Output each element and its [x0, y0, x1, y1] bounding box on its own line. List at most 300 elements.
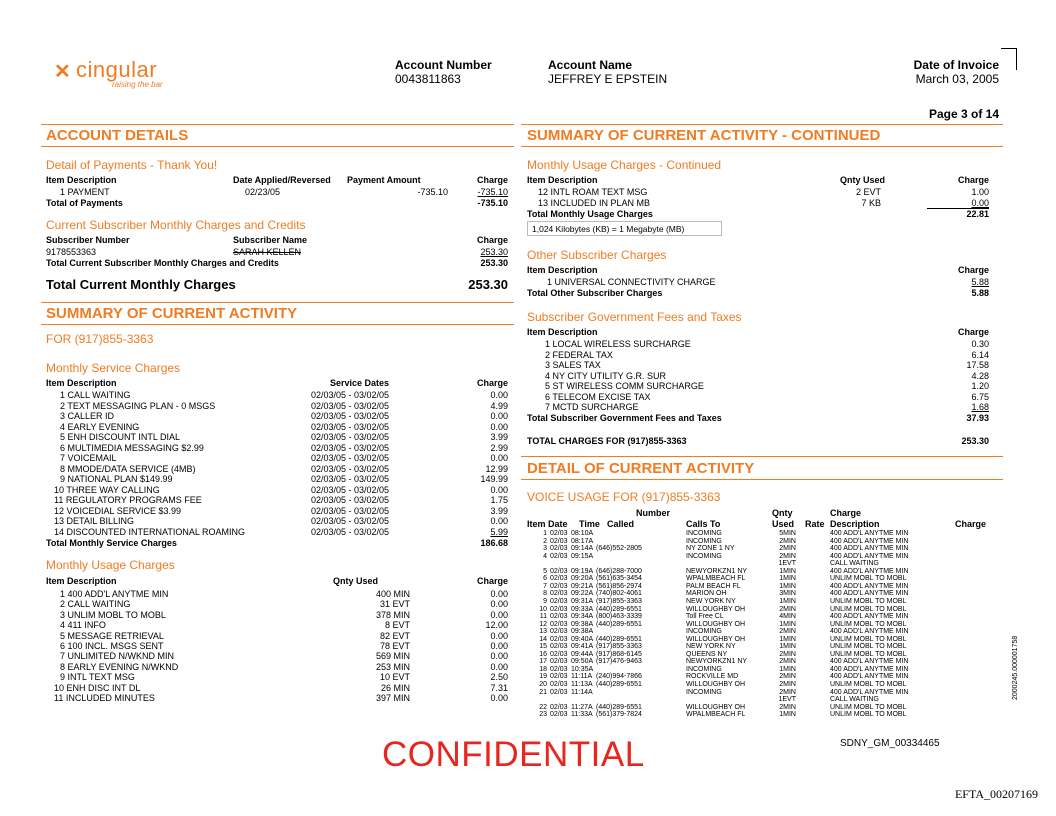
corner-mark	[1001, 48, 1017, 70]
voice-row-desc: UNLIM MOBL TO MOBL	[830, 650, 907, 658]
usage-cont-qty: 7 KB	[861, 198, 881, 208]
voice-row-date: 02/03	[550, 620, 568, 628]
usage-cont-row: 13 INCLUDED IN PLAN MB	[538, 198, 651, 208]
service-row-dates: 02/03/05 - 03/02/05	[311, 463, 390, 474]
voice-row-item: 13	[539, 628, 547, 636]
voice-row-desc: 400 ADD'L ANYTME MIN	[830, 552, 909, 560]
col-subscriber-name: Subscriber Name	[233, 235, 308, 245]
voice-row-date: 02/03	[550, 665, 568, 673]
voice-row-item: 7	[543, 582, 547, 590]
voice-row-date: 02/03	[550, 711, 568, 719]
payments-title: Detail of Payments - Thank You!	[46, 158, 218, 172]
voice-row-calls-to: WILLOUGHBY OH	[686, 620, 745, 628]
voice-row-date: 02/03	[550, 530, 568, 537]
service-row-desc: 7 VOICEMAIL	[60, 453, 117, 463]
subscriber-name: SARAH KELLEN	[233, 247, 302, 257]
service-row-desc: 2 TEXT MESSAGING PLAN - 0 MSGS	[60, 400, 216, 411]
voice-row-number: (561)856-2974	[596, 582, 642, 590]
voice-row-time: 11:33A	[571, 711, 593, 719]
voice-row-item: 9	[543, 597, 547, 605]
voice-row-time: 09:31A	[571, 597, 594, 605]
voice-row-desc: CALL WAITING	[830, 560, 879, 568]
voice-row-desc: 400 ADD'L ANYTME MIN	[830, 582, 909, 590]
voice-hdr-used: Used	[772, 519, 795, 529]
voice-hdr-calls-to: Calls To	[686, 519, 721, 529]
voice-row-time: 09:15A	[571, 552, 594, 560]
efta-number: EFTA_00207169	[954, 787, 1038, 801]
voice-row-calls-to: WILLOUGHBY OH	[686, 681, 745, 688]
voice-hdr-rate: Rate	[805, 519, 825, 529]
voice-row-time: 10:35A	[571, 665, 594, 673]
service-row-dates: 02/03/05 - 03/02/05	[311, 432, 390, 442]
voice-row-calls-to: NEW YORK NY	[686, 597, 736, 605]
voice-row-item: 20	[539, 681, 547, 688]
col-charge: Charge	[476, 576, 508, 586]
kb-note-box	[527, 221, 722, 236]
usage-row-charge: 0.00	[490, 609, 508, 620]
side-code: 2000245.000001758	[1012, 635, 1019, 700]
voice-row-calls-to: INCOMING	[686, 665, 722, 673]
usage-row-qty: 569 MIN	[375, 651, 410, 662]
voice-row-desc: UNLIM MOBL TO MOBL	[830, 620, 907, 628]
voice-row-date: 02/03	[550, 537, 568, 545]
voice-hdr-item: Item Date	[527, 519, 568, 529]
service-row-desc: 12 VOICEDIAL SERVICE $3.99	[54, 505, 182, 516]
voice-row-time: 09:44A	[571, 650, 594, 658]
voice-row-date: 02/03	[550, 597, 568, 605]
service-row-charge: 4.99	[490, 400, 508, 411]
subscriber-total-label: Total Current Subscriber Monthly Charges and Credits	[46, 258, 279, 268]
voice-row-item: 17	[539, 658, 547, 666]
total-charges-label: TOTAL CHARGES FOR (917)855-3363	[527, 436, 687, 446]
kb-note: 1,024 Kilobytes (KB) = 1 Megabyte (MB)	[532, 224, 685, 234]
voice-row-calls-to: INCOMING	[686, 688, 722, 696]
voice-row-item: 19	[539, 673, 547, 681]
divider	[41, 124, 514, 125]
voice-row-date: 02/03	[550, 552, 568, 560]
voice-row-time: 09:33A	[571, 605, 594, 613]
service-row-desc: 4 EARLY EVENING	[60, 421, 140, 432]
service-row-desc: 6 MULTIMEDIA MESSAGING $2.99	[60, 442, 204, 453]
summary-title: SUMMARY OF CURRENT ACTIVITY	[46, 305, 298, 322]
usage-row-charge: 0.00	[490, 599, 508, 610]
service-row-desc: 1 CALL WAITING	[60, 390, 131, 400]
voice-row-date: 02/03	[550, 567, 568, 575]
voice-row-desc: UNLIM MOBL TO MOBL	[830, 605, 907, 613]
voice-row-used: 2MIN	[779, 628, 796, 636]
logo-text: cingular	[76, 57, 158, 82]
voice-row-used: 1MIN	[779, 582, 796, 590]
voice-row-date: 02/03	[550, 673, 568, 681]
voice-row-item: 23	[539, 711, 547, 719]
usage-row-desc: 1 400 ADD'L ANYTME MIN	[60, 589, 169, 599]
total-charges: 253.30	[961, 436, 989, 446]
voice-row-used: 1MIN	[779, 597, 796, 605]
col-item-description: Item Description	[527, 175, 598, 185]
usage-cont-charge: 0.00	[971, 198, 989, 208]
voice-row-date: 02/03	[550, 575, 568, 583]
voice-row-number: (440)289-6551	[596, 703, 642, 711]
voice-row-number: (917)855-3363	[596, 597, 642, 605]
voice-row-time: 09:38A	[571, 620, 594, 628]
voice-row-number: (800)463-3339	[596, 613, 642, 621]
other-total-label: Total Other Subscriber Charges	[527, 288, 663, 298]
voice-row-number: (440)289-6551	[596, 605, 642, 613]
usage-row-qty: 26 MIN	[380, 682, 410, 693]
cingular-logo	[54, 57, 164, 91]
bates-number: SDNY_GM_00334465	[840, 738, 940, 749]
voice-row-item: 22	[539, 703, 547, 711]
usage-row-desc: 7 UNLIMITED N/WKND MIN	[60, 651, 175, 662]
voice-row-desc: UNLIM MOBL TO MOBL	[830, 703, 907, 711]
voice-row-calls-to: WPALMBEACH FL	[686, 711, 746, 719]
voice-row-used: 2MIN	[779, 545, 796, 553]
voice-row-used: 2MIN	[779, 673, 796, 681]
voice-row-calls-to: PALM BEACH FL	[686, 582, 741, 590]
voice-row-desc: 400 ADD'L ANYTME MIN	[830, 628, 909, 636]
usage-row-desc: 10 ENH DISC INT DL	[54, 682, 141, 693]
voice-row-used: 2MIN	[779, 681, 796, 688]
voice-row-time: 09:41A	[571, 643, 594, 651]
gov-row-desc: 3 SALES TAX	[545, 360, 601, 370]
service-row-charge: 0.00	[490, 453, 508, 463]
voice-row-item: 12	[539, 620, 547, 628]
voice-row-calls-to: INCOMING	[686, 530, 722, 537]
usage-row-qty: 400 MIN	[375, 589, 410, 599]
voice-row-number: (917)476-9463	[596, 658, 642, 666]
confidential-stamp: CONFIDENTIAL	[382, 735, 645, 774]
voice-row-calls-to: INCOMING	[686, 537, 722, 545]
service-row-desc: 8 MMODE/DATA SERVICE (4MB)	[60, 463, 196, 474]
service-row-charge: 0.00	[490, 516, 508, 526]
voice-row-time: 09:22A	[571, 590, 594, 598]
voice-row-used: 3MIN	[779, 590, 796, 598]
voice-row-used: 1MIN	[779, 665, 796, 673]
x-logo-icon: ✕	[54, 61, 71, 83]
voice-row-desc: 400 ADD'L ANYTME MIN	[830, 658, 909, 666]
voice-row-date: 02/03	[550, 703, 568, 711]
voice-row-used: 2MIN	[779, 552, 796, 560]
divider	[41, 324, 514, 325]
voice-row-date: 02/03	[550, 605, 568, 613]
voice-row-used: 1EVT	[778, 696, 796, 704]
voice-row-item: 11	[539, 613, 547, 621]
voice-row-calls-to: NEW YORK NY	[686, 643, 736, 651]
service-total-label: Total Monthly Service Charges	[46, 538, 177, 548]
voice-row-used: 2MIN	[779, 605, 796, 613]
usage-row-qty: 31 EVT	[379, 599, 410, 610]
usage-total-label: Total Monthly Usage Charges	[527, 209, 653, 219]
gov-row-charge: 6.14	[971, 349, 989, 360]
service-row-dates: 02/03/05 - 03/02/05	[311, 484, 390, 495]
voice-row-used: 1MIN	[779, 711, 796, 719]
voice-row-used: 2MIN	[779, 703, 796, 711]
voice-row-number: (646)288-7000	[596, 567, 642, 575]
service-row-charge: 0.00	[490, 421, 508, 432]
usage-row-desc: 2 CALL WAITING	[60, 599, 131, 610]
gov-row-charge: 1.20	[971, 381, 989, 391]
voice-row-date: 02/03	[550, 688, 568, 696]
voice-row-item: 14	[539, 635, 547, 643]
service-row-desc: 9 NATIONAL PLAN $149.99	[60, 474, 173, 484]
gov-row-charge: 6.75	[971, 391, 989, 402]
voice-row-desc: 400 ADD'L ANYTME MIN	[830, 613, 909, 621]
service-row-dates: 02/03/05 - 03/02/05	[311, 421, 390, 432]
voice-row-date: 02/03	[550, 582, 568, 590]
usage-row-charge: 0.00	[490, 693, 508, 703]
voice-row-desc: 400 ADD'L ANYTME MIN	[830, 530, 909, 537]
voice-row-used: 1EVT	[778, 560, 796, 568]
voice-row-used: 1MIN	[779, 575, 796, 583]
voice-row-desc: UNLIM MOBL TO MOBL	[830, 643, 907, 651]
usage-cont-charge: 1.00	[971, 187, 989, 197]
service-row-desc: 11 REGULATORY PROGRAMS FEE	[54, 495, 202, 505]
voice-row-time: 11:27A	[571, 703, 593, 711]
usage-cont-row: 12 INTL ROAM TEXT MSG	[538, 187, 648, 197]
usage-row-desc: 5 MESSAGE RETRIEVAL	[60, 630, 164, 641]
service-row-desc: 13 DETAIL BILLING	[54, 516, 135, 526]
usage-row-charge: 0.00	[490, 661, 508, 672]
col-charge: Charge	[476, 235, 508, 245]
voice-row-calls-to: QUEENS NY	[686, 650, 728, 658]
service-row-charge: 12.99	[485, 463, 508, 474]
voice-row-calls-to: WILLOUGHBY OH	[686, 703, 745, 711]
voice-row-date: 02/03	[550, 681, 568, 688]
voice-row-desc: UNLIM MOBL TO MOBL	[830, 597, 907, 605]
voice-row-desc: 400 ADD'L ANYTME MIN	[830, 665, 909, 673]
other-title: Other Subscriber Charges	[527, 248, 667, 262]
voice-row-number: (561)379-7824	[596, 711, 642, 719]
voice-row-time: 09:38A	[571, 628, 594, 636]
voice-row-calls-to: INCOMING	[686, 552, 722, 560]
gov-total: 37.93	[966, 413, 989, 423]
voice-title: VOICE USAGE FOR (917)855-3363	[527, 490, 721, 504]
col-qnty-used: Qnty Used	[840, 175, 886, 185]
voice-hdr-number: Number	[636, 508, 671, 518]
service-row-desc: 5 ENH DISCOUNT INTL DIAL	[60, 432, 181, 442]
account-number-label: Account Number	[395, 58, 492, 72]
voice-row-date: 02/03	[550, 635, 568, 643]
voice-row-used: 1MIN	[779, 567, 796, 575]
payments-total-label: Total of Payments	[46, 198, 123, 208]
voice-row-item: 5	[543, 567, 547, 575]
divider	[521, 479, 1003, 480]
voice-row-desc: UNLIM MOBL TO MOBL	[830, 681, 907, 688]
voice-row-desc: 400 ADD'L ANYTME MIN	[830, 590, 909, 598]
service-row-dates: 02/03/05 - 03/02/05	[311, 400, 390, 411]
voice-row-calls-to: INCOMING	[686, 628, 722, 636]
usage-row-qty: 253 MIN	[375, 661, 410, 672]
subscriber-total: 253.30	[480, 258, 508, 268]
voice-row-desc: UNLIM MOBL TO MOBL	[830, 711, 907, 719]
voice-row-number: (646)552-2805	[596, 545, 642, 553]
voice-row-used: 2MIN	[779, 658, 796, 666]
col-charge: Charge	[476, 175, 508, 185]
subscriber-charge: 253.30	[480, 247, 508, 257]
usage-row-charge: 0.00	[490, 651, 508, 662]
voice-row-item: 2	[543, 537, 547, 545]
service-row-charge: 1.75	[490, 495, 508, 505]
voice-row-item: 3	[543, 545, 547, 553]
divider	[521, 456, 1003, 457]
service-row-charge: 0.00	[490, 484, 508, 495]
usage-title: Monthly Usage Charges	[46, 558, 175, 572]
gov-row-charge: 4.28	[971, 370, 989, 381]
usage-row-charge: 0.00	[490, 589, 508, 599]
service-row-charge: 149.99	[480, 474, 508, 484]
col-charge: Charge	[957, 265, 989, 275]
gov-title: Subscriber Government Fees and Taxes	[527, 310, 742, 324]
gov-row-charge: 0.30	[971, 339, 989, 349]
usage-row-charge: 12.00	[485, 620, 508, 631]
service-row-charge: 2.99	[490, 442, 508, 453]
voice-row-desc: CALL WAITING	[830, 696, 879, 704]
voice-row-calls-to: NEWYORKZN1 NY	[686, 567, 748, 575]
gov-row-desc: 6 TELECOM EXCISE TAX	[545, 391, 651, 402]
usage-row-charge: 0.00	[490, 641, 508, 651]
service-row-desc: 14 DISCOUNTED INTERNATIONAL ROAMING	[54, 526, 246, 537]
for-line: FOR (917)855-3363	[46, 332, 154, 346]
voice-row-item: 15	[539, 643, 547, 651]
voice-row-date: 02/03	[550, 545, 568, 553]
invoice-date-label: Date of Invoice	[913, 58, 999, 72]
voice-row-number: (240)994-7866	[596, 673, 642, 681]
account-number: 0043811863	[395, 72, 461, 86]
voice-row-item: 4	[543, 552, 547, 560]
voice-row-calls-to: WILLOUGHBY OH	[686, 605, 745, 613]
voice-row-time: 09:20A	[571, 575, 594, 583]
service-row-dates: 02/03/05 - 03/02/05	[311, 442, 390, 453]
voice-row-item: 16	[539, 650, 547, 658]
voice-row-time: 11:14A	[571, 688, 593, 696]
voice-row-number: (561)635-3454	[596, 575, 642, 583]
service-row-charge: 0.00	[490, 411, 508, 421]
voice-row-used: 4MIN	[779, 613, 796, 621]
usage-row-desc: 11 INCLUDED MINUTES	[54, 693, 155, 703]
usage-row-qty: 82 EVT	[379, 630, 410, 641]
voice-row-date: 02/03	[550, 650, 568, 658]
voice-row-time: 09:34A	[571, 613, 594, 621]
col-charge: Charge	[957, 175, 989, 185]
voice-row-time: 09:19A	[571, 567, 594, 575]
gov-row-desc: 4 NY CITY UTILITY G.R. SUR	[545, 370, 667, 381]
usage-row-qty: 8 EVT	[384, 620, 410, 631]
voice-row-desc: 400 ADD'L ANYTME MIN	[830, 537, 909, 545]
service-row-charge: 3.99	[490, 432, 508, 442]
voice-hdr-qnty: Qnty	[772, 508, 793, 518]
account-details-title: ACCOUNT DETAILS	[46, 127, 189, 144]
voice-row-used: 2MIN	[779, 537, 796, 545]
voice-hdr-charge: Charge	[830, 508, 862, 518]
voice-row-desc: 400 ADD'L ANYTME MIN	[830, 688, 909, 696]
logo-tagline: raising the bar	[112, 80, 163, 89]
usage-cont-qty: 2 EVT	[855, 187, 881, 197]
voice-row-item: 18	[539, 665, 547, 673]
service-title: Monthly Service Charges	[46, 361, 181, 375]
voice-row-calls-to: WILLOUGHBY OH	[686, 635, 745, 643]
col-subscriber-number: Subscriber Number	[46, 235, 130, 245]
voice-row-used: 1MIN	[779, 635, 796, 643]
service-total: 186.68	[480, 538, 508, 548]
other-row: 1 UNIVERSAL CONNECTIVITY CHARGE	[547, 277, 716, 287]
payment-amount: -735.10	[417, 187, 448, 197]
service-row-charge: 0.00	[490, 390, 508, 400]
voice-row-number: (917)868-6145	[596, 650, 642, 658]
page-number: Page 3 of 14	[928, 107, 999, 121]
voice-row-calls-to: NY ZONE 1 NY	[686, 545, 735, 553]
voice-row-desc: 400 ADD'L ANYTME MIN	[830, 545, 909, 553]
voice-row-date: 02/03	[550, 643, 568, 651]
account-name-label: Account Name	[548, 58, 633, 72]
summary-cont-title: SUMMARY OF CURRENT ACTIVITY - CONTINUED	[527, 127, 881, 144]
usage-cont-title: Monthly Usage Charges - Continued	[527, 158, 722, 172]
service-row-charge: 3.99	[490, 505, 508, 516]
other-total: 5.88	[971, 288, 989, 298]
col-item-description: Item Description	[46, 576, 117, 586]
gov-row-charge: 17.58	[966, 360, 989, 370]
service-row-dates: 02/03/05 - 03/02/05	[311, 474, 390, 484]
voice-row-time: 11:11A	[571, 673, 593, 681]
usage-row-charge: 7.31	[490, 682, 508, 693]
col-item-description: Item Description	[527, 327, 598, 337]
voice-row-used: 5MIN	[779, 530, 796, 537]
gov-row-charge: 1.68	[971, 402, 989, 412]
divider	[41, 146, 514, 147]
gov-row-desc: 5 ST WIRELESS COMM SURCHARGE	[545, 381, 704, 391]
voice-row-calls-to: WPALMBEACH FL	[686, 575, 746, 583]
divider	[521, 146, 1003, 147]
voice-row-used: 2MIN	[779, 650, 796, 658]
voice-row-number: (917)855-3363	[596, 643, 642, 651]
service-row-dates: 02/03/05 - 03/02/05	[311, 390, 390, 400]
usage-row-desc: 4 411 INFO	[60, 620, 106, 631]
service-row-dates: 02/03/05 - 03/02/05	[311, 526, 390, 537]
usage-row-qty: 378 MIN	[375, 609, 410, 620]
usage-row-desc: 8 EARLY EVENING N/WKND	[60, 661, 179, 672]
usage-row-charge: 0.00	[490, 630, 508, 641]
usage-total: 22.81	[966, 209, 989, 219]
voice-row-desc: 400 ADD'L ANYTME MIN	[830, 673, 909, 681]
service-row-dates: 02/03/05 - 03/02/05	[311, 516, 390, 526]
col-item-description: Item Description	[46, 175, 117, 185]
voice-row-used: 1MIN	[779, 620, 796, 628]
col-date-applied: Date Applied/Reversed	[233, 175, 331, 185]
usage-row-desc: 9 INTL TEXT MSG	[60, 672, 135, 683]
voice-hdr-called: Called	[607, 519, 635, 529]
voice-row-calls-to: Toll Free CL	[686, 613, 724, 621]
voice-hdr-time: Time	[579, 519, 600, 529]
voice-row-item: 21	[539, 688, 547, 696]
voice-row-item: 10	[539, 605, 547, 613]
subscriber-number: 9178553363	[46, 247, 97, 257]
voice-row-time: 08:10A	[571, 530, 594, 537]
col-charge: Charge	[476, 378, 508, 388]
divider	[521, 124, 1003, 125]
service-row-dates: 02/03/05 - 03/02/05	[311, 495, 390, 505]
usage-row-desc: 3 UNLIM MOBL TO MOBL	[60, 609, 166, 620]
usage-row-qty: 78 EVT	[379, 641, 410, 651]
gov-row-desc: 2 FEDERAL TAX	[545, 349, 613, 360]
voice-row-time: 08:17A	[571, 537, 594, 545]
detail-title: DETAIL OF CURRENT ACTIVITY	[527, 460, 755, 477]
service-row-charge: 5.99	[490, 526, 508, 537]
voice-hdr-charge2: Charge	[955, 519, 987, 529]
voice-row-calls-to: NEWYORKZN1 NY	[686, 658, 748, 666]
voice-row-item: 6	[543, 575, 547, 583]
service-row-desc: 10 THREE WAY CALLING	[54, 484, 160, 495]
voice-row-item: 1	[543, 530, 547, 537]
service-row-desc: 3 CALLER ID	[60, 411, 115, 421]
